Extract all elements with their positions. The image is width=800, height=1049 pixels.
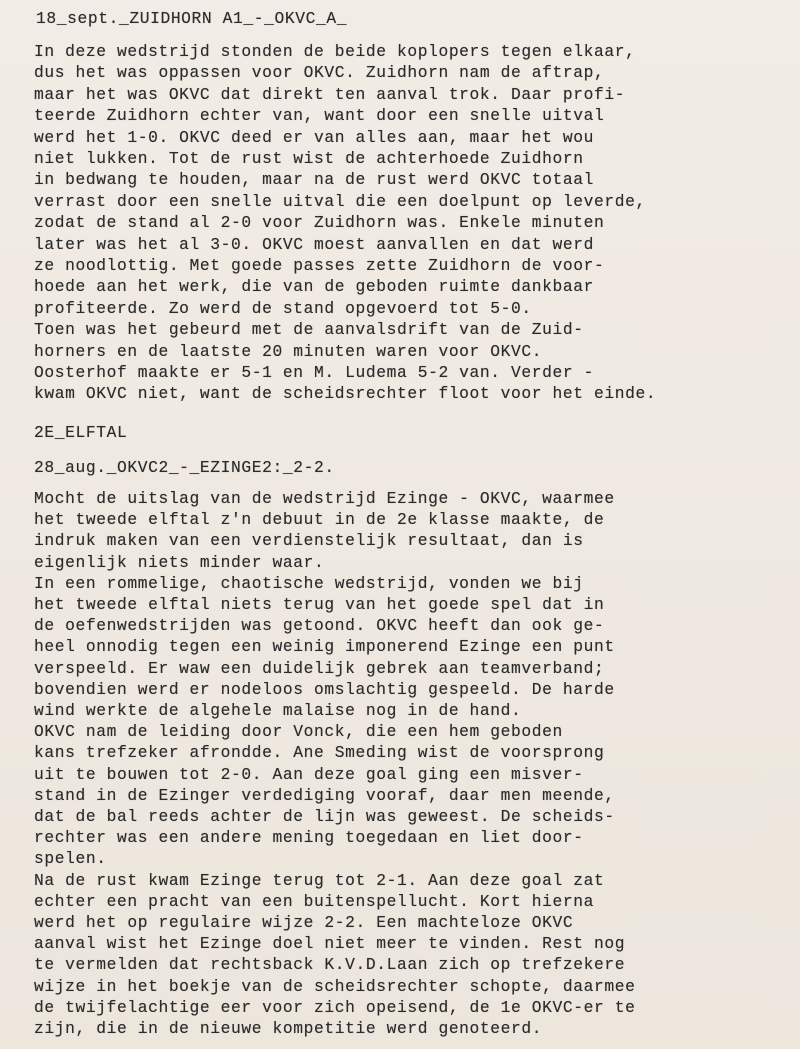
text-line: dat de bal reeds achter de lijn was geweest. De scheids- — [34, 807, 615, 826]
text-line: In deze wedstrijd stonden de beide koplopers tegen elkaar, — [34, 42, 636, 61]
text-line: dus het was oppassen voor OKVC. Zuidhorn nam de aftrap, — [34, 63, 605, 83]
text-line: werd het 1-0. OKVC deed er van alles aan, maar het wou — [34, 127, 594, 147]
text-line: Na de rust kwam Ezinge terug tot 2-1. Aan deze goal zat — [34, 870, 605, 890]
text-line: indruk maken van een verdienstelijk resultaat, dan is — [34, 531, 584, 551]
text-line: later was het al 3-0. OKVC moest aanvallen en dat werd — [34, 234, 594, 254]
text-line: ze noodlottig. Met goede passes zette Zuidhorn de voor- — [34, 256, 605, 275]
text-line: uit te bouwen tot 2-0. Aan deze goal ging een misver- — [34, 764, 584, 784]
text-line: echter een pracht van een buitenspellucht. Kort hierna — [34, 891, 594, 911]
text-line: stand in de Ezinger verdediging vooraf, daar men meende, — [34, 785, 615, 805]
text-line: bovendien werd er nodeloos omslachtig gespeeld. De harde — [34, 679, 615, 699]
text-line: eigenlijk niets minder waar. — [34, 552, 325, 572]
text-line: rechter was een andere mening toegedaan en liet door- — [34, 828, 584, 848]
text-line: de twijfelachtige eer voor zich opeisend, de 1e OKVC-er te — [34, 997, 636, 1017]
text-line: spelen. — [34, 849, 107, 869]
section-title: 2E_ELFTAL — [34, 423, 128, 442]
text-line: te vermelden dat rechtsback K.V.D.Laan zich op trefzekere — [34, 955, 626, 975]
text-line: zodat de stand al 2-0 voor Zuidhorn was. Enkele minuten — [34, 213, 605, 233]
text-line: kans trefzeker afrondde. Ane Smeding wist de voorsprong — [34, 743, 605, 763]
text-line: zijn, die in de nieuwe kompetitie werd genoteerd. — [34, 1019, 543, 1038]
text-line: niet lukken. Tot de rust wist de achterhoede Zuidhorn — [34, 149, 584, 168]
text-line: het tweede elftal z'n debuut in de 2e klasse maakte, de — [34, 510, 605, 530]
text-line: kwam OKVC niet, want de scheidsrechter floot voor het einde. — [34, 384, 657, 404]
text-line: horners en de laatste 20 minuten waren voor OKVC. — [34, 341, 543, 361]
text-line: wijze in het boekje van de scheidsrechter schopte, daarmee — [34, 976, 636, 996]
text-line: aanval wist het Ezinge doel niet meer te vinden. Rest nog — [34, 934, 626, 954]
text-line: in bedwang te houden, maar na de rust werd OKVC totaal — [34, 170, 594, 190]
text-line: Toen was het gebeurd met de aanvalsdrift van de Zuid- — [34, 320, 584, 340]
text-line: verrast door een snelle uitval die een doelpunt op leverde, — [34, 191, 646, 211]
text-line: wind werkte de algehele malaise nog in de hand. — [34, 701, 522, 720]
text-line: Oosterhof maakte er 5-1 en M. Ludema 5-2 van. Verder - — [34, 363, 594, 382]
text-line: hoede aan het werk, die van de geboden ruimte dankbaar — [34, 277, 594, 297]
text-line: profiteerde. Zo werd de stand opgevoerd tot 5-0. — [34, 298, 532, 318]
text-line: maar het was OKVC dat direkt ten aanval trok. Daar profi- — [34, 84, 626, 104]
text-line: OKVC nam de leiding door Vonck, die een hem geboden — [34, 722, 563, 742]
text-line: teerde Zuidhorn echter van, want door een snelle uitval — [34, 106, 605, 126]
text-line: heel onnodig tegen een weinig imponerend Ezinge een punt — [34, 637, 615, 657]
match-heading: 18_sept._ZUIDHORN A1_-_OKVC_A_ — [36, 9, 348, 28]
text-line: werd het op regulaire wijze 2-2. Een machteloze OKVC — [34, 913, 574, 932]
text-line: de oefenwedstrijden was getoond. OKVC heeft dan ook ge- — [34, 616, 605, 636]
text-line: het tweede elftal niets terug van het goede spel dat in — [34, 595, 605, 614]
text-line: In een rommelige, chaotische wedstrijd, vonden we bij — [34, 573, 584, 593]
match-heading: 28_aug._OKVC2_-_EZINGE2:_2-2. — [34, 458, 335, 477]
text-line: Mocht de uitslag van de wedstrijd Ezinge - OKVC, waarmee — [34, 489, 615, 508]
text-line: verspeeld. Er waw een duidelijk gebrek aan teamverband; — [34, 658, 605, 678]
